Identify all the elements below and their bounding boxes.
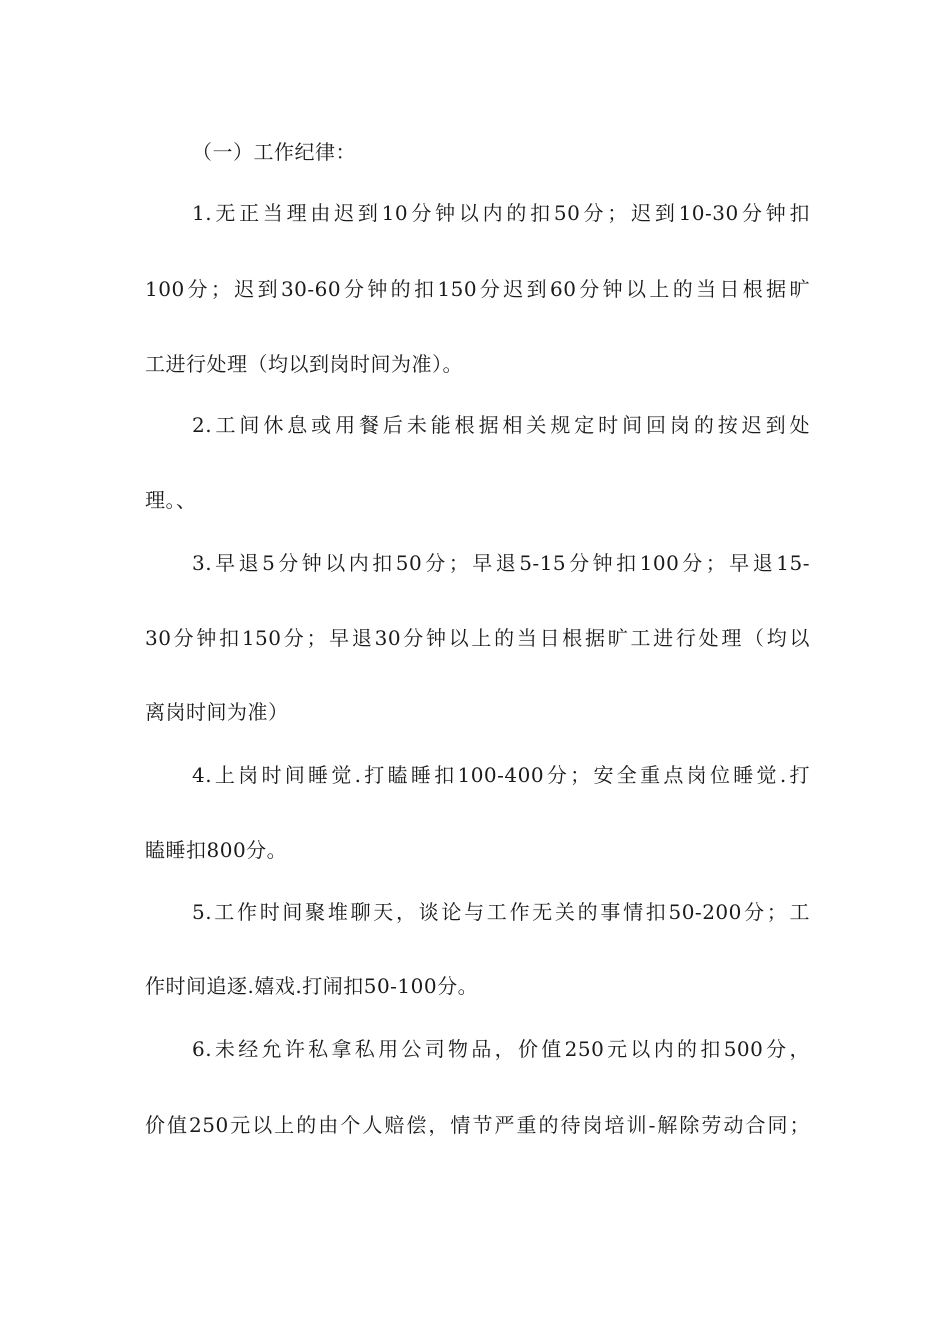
paragraph-line: 离岗时间为准）	[145, 700, 289, 724]
paragraph-line: 瞌睡扣800分。	[145, 838, 288, 862]
paragraph-line: 3.早退5分钟以内扣50分；早退5-15分钟扣100分；早退15-	[192, 551, 810, 575]
paragraph-line: 1.无正当理由迟到10分钟以内的扣50分；迟到10-30分钟扣	[192, 201, 810, 225]
paragraph-line: 4.上岗时间睡觉.打瞌睡扣100-400分；安全重点岗位睡觉.打	[192, 763, 810, 787]
paragraph-line: 理。、	[145, 488, 197, 512]
paragraph-line: 价值250元以上的由个人赔偿，情节严重的待岗培训-解除劳动合同；	[145, 1113, 810, 1137]
paragraph-line: 作时间追逐.嬉戏.打闹扣50-100分。	[145, 974, 479, 998]
paragraph-line: 2.工间休息或用餐后未能根据相关规定时间回岗的按迟到处	[192, 413, 810, 437]
paragraph-line: 工进行处理（均以到岗时间为准）。	[145, 352, 463, 376]
paragraph-line: 5.工作时间聚堆聊天，谈论与工作无关的事情扣50-200分；工	[192, 900, 810, 924]
paragraph-line: 6.未经允许私拿私用公司物品，价值250元以内的扣500分，	[192, 1037, 810, 1061]
paragraph-line: 100分；迟到30-60分钟的扣150分迟到60分钟以上的当日根据旷	[145, 277, 810, 301]
paragraph-line: 30分钟扣150分；早退30分钟以上的当日根据旷工进行处理（均以	[145, 626, 810, 650]
section-heading: （一）工作纪律：	[192, 140, 356, 164]
